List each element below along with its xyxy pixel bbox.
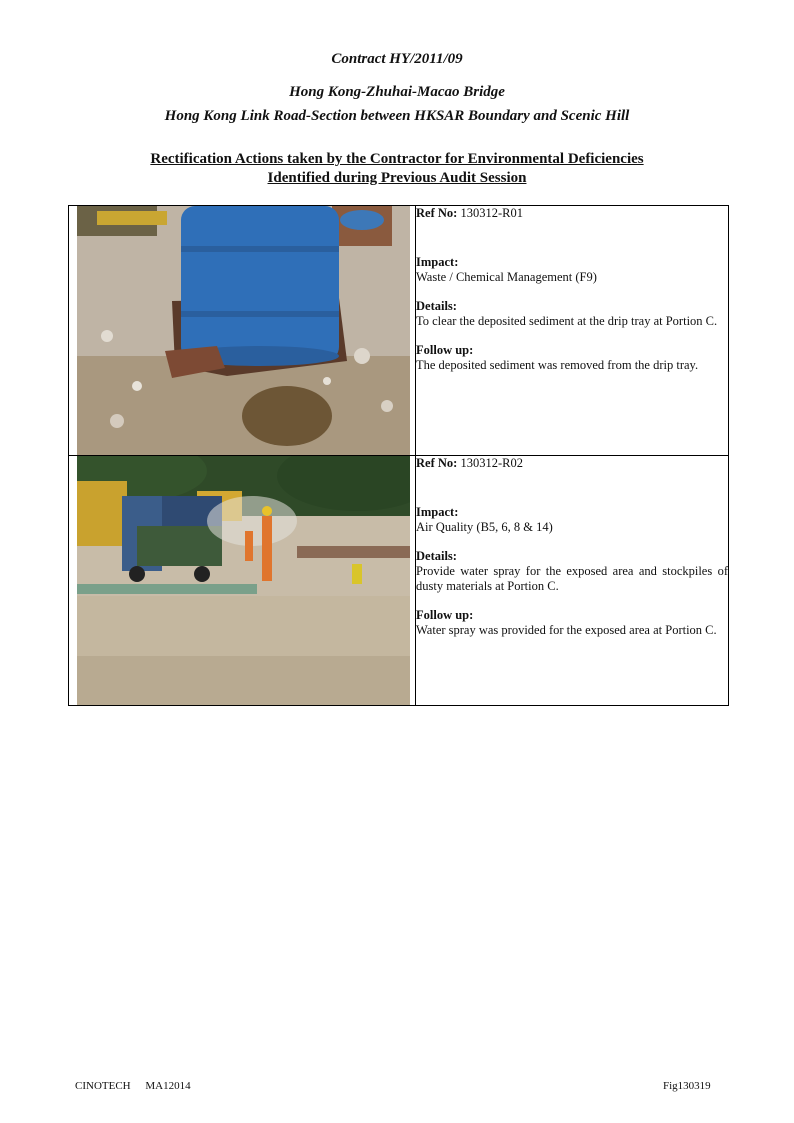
- details-value: To clear the deposited sediment at the drip tray at Portion C.: [416, 314, 718, 328]
- footer-figure-number: Fig130319: [663, 1080, 711, 1092]
- impact-value: Air Quality (B5, 6, 8 & 14): [416, 520, 553, 534]
- ref-value: 130312-R01: [460, 206, 523, 220]
- impact-value: Waste / Chemical Management (F9): [416, 270, 597, 284]
- table-row: [69, 206, 729, 456]
- project-name: Hong Kong-Zhuhai-Macao Bridge: [289, 84, 505, 100]
- page-title-line2: Identified during Previous Audit Session: [267, 170, 527, 186]
- ref-label: Ref No:: [416, 206, 458, 220]
- drip-tray-photo: [77, 206, 410, 455]
- table-row: [69, 456, 729, 706]
- followup-value: The deposited sediment was removed from the drip tray.: [416, 358, 699, 372]
- ref-line: [416, 456, 728, 471]
- project-section: Hong Kong Link Road-Section between HKSAR Boundary and Scenic Hill: [164, 108, 630, 124]
- details-label: Details:: [416, 549, 457, 563]
- contract-number: Contract HY/2011/09: [331, 51, 463, 67]
- impact-label: Impact:: [416, 505, 459, 519]
- photo-cell: [69, 206, 416, 456]
- entry-details-cell: [416, 456, 729, 706]
- footer-company: CINOTECH: [75, 1080, 131, 1092]
- entry-details-cell: [416, 206, 729, 456]
- followup-label: Follow up:: [416, 343, 474, 357]
- followup-label: Follow up:: [416, 608, 474, 622]
- impact-label: Impact:: [416, 255, 459, 269]
- page-title-line1: Rectification Actions taken by the Contractor for Environmental Deficiencies: [150, 151, 644, 167]
- footer-doc-code: MA12014: [145, 1080, 191, 1092]
- ref-value: 130312-R02: [460, 456, 523, 470]
- ref-line: [416, 206, 728, 221]
- rectification-table: [68, 205, 729, 706]
- photo-cell: [69, 456, 416, 706]
- details-label: Details:: [416, 299, 457, 313]
- water-spray-photo: [77, 456, 410, 705]
- ref-label: Ref No:: [416, 456, 458, 470]
- followup-value: Water spray was provided for the exposed area at Portion C.: [416, 623, 717, 637]
- footer-left: [75, 1080, 191, 1092]
- details-value: Provide water spray for the exposed area and stockpiles of dusty materials at Portion C.: [416, 564, 728, 593]
